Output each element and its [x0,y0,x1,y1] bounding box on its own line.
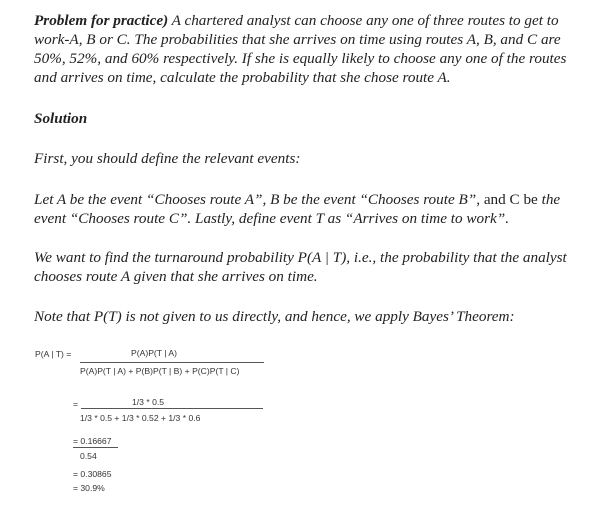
formula-result-2: = 30.9% [73,483,105,493]
formula-lhs: P(A | T) = [35,349,72,359]
fraction-bar-3 [73,447,118,448]
solution-heading: Solution [34,110,88,127]
formula-numerator-3: = 0.16667 [73,436,112,446]
step-event-definitions [34,190,590,228]
formula-result-1: = 0.30865 [73,469,112,479]
events-part2: and C be [483,191,538,208]
formula-numerator-1: P(A)P(T | A) [131,348,178,358]
problem-lead: Problem for practice) [34,12,169,29]
formula-numerator-2: 1/3 * 0.5 [132,397,165,407]
problem-paragraph [34,11,590,87]
formula-equals-2: = [73,399,79,409]
step-bayes-note: Note that P(T) is not given to us directly, and hence, we apply Bayes’ Theorem: [34,308,515,325]
events-part1: Let A be the event “Chooses route A”, B be the event “Chooses route B”, [34,191,484,208]
formula-denominator-2: 1/3 * 0.5 + 1/3 * 0.52 + 1/3 * 0.6 [80,413,201,423]
step-define-events: First, you should define the relevant events: [34,150,301,167]
fraction-bar-1 [80,362,264,363]
step-goal: We want to find the turnaround probability P(A | T), i.e., the probability that the analyst chooses route A given that she arrives on time. [34,249,567,285]
problem-text: A chartered analyst can choose any one of three routes to get to work-A, B or C. The probabilities that she arrives on time using routes A, B, and C are 50%, 52%, and 60% respectively. If she is equally likely to choose any one of the routes and arrives on time, calculate the probability that she chose route A. [34,12,567,86]
formula-denominator-1: P(A)P(T | A) + P(B)P(T | B) + P(C)P(T | C) [80,366,240,376]
formula-denominator-3: 0.54 [80,451,97,461]
events-part3: the event “Chooses route C”. Lastly, define event T as “Arrives on time to work”. [34,191,561,227]
fraction-bar-2 [81,408,263,409]
